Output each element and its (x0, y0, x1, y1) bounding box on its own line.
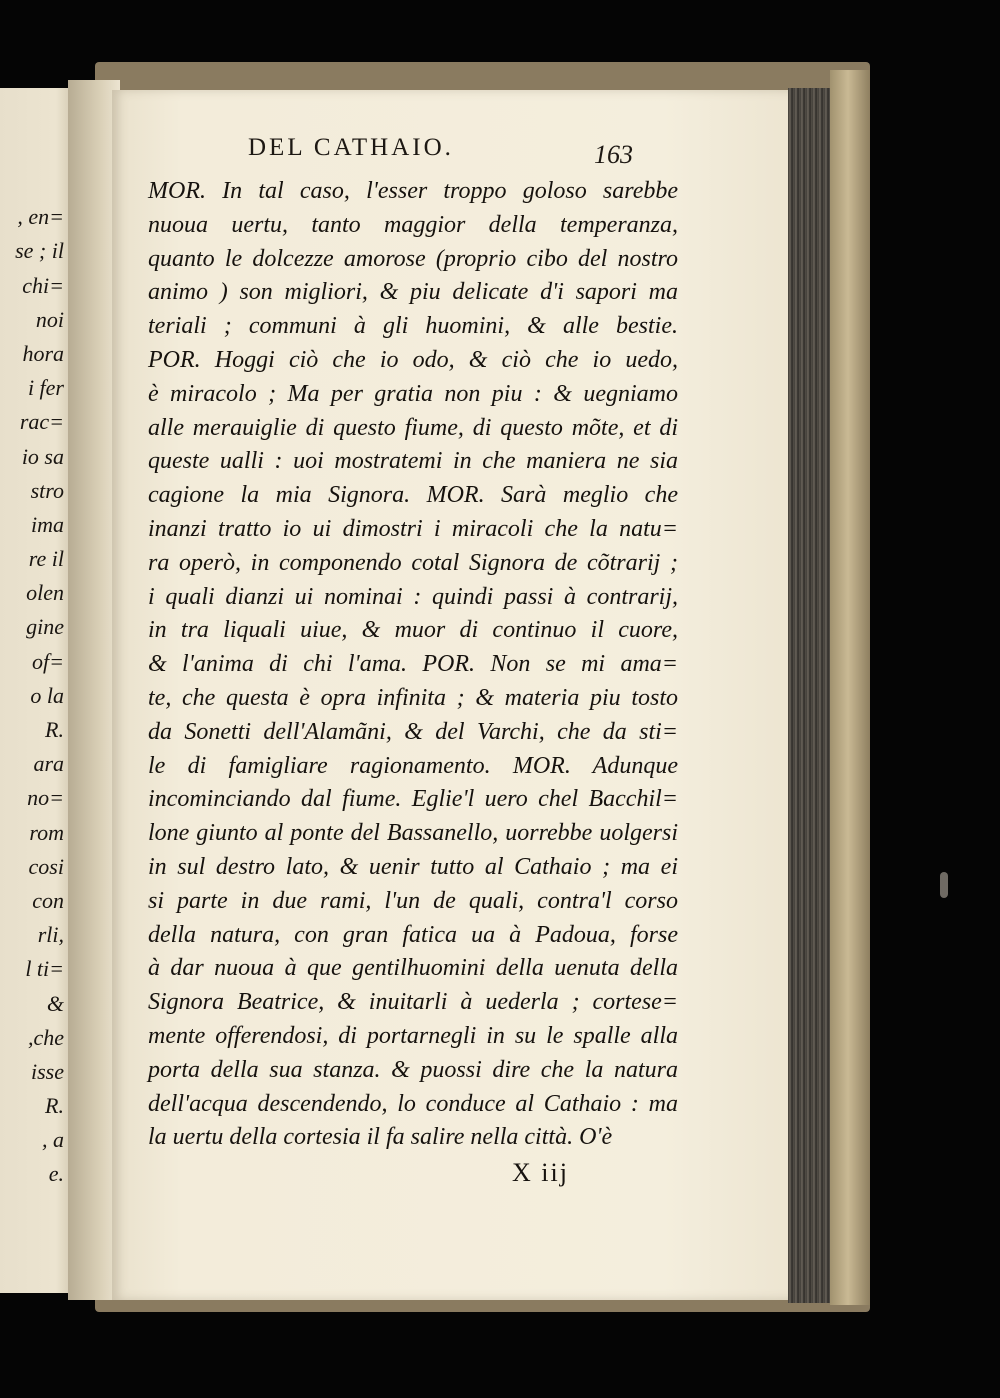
text-line: te, che questa è opra infinita ; & materia piu tosto (148, 684, 678, 711)
text-line: è miracolo ; Ma per gratia non piu : & uegniamo (148, 380, 678, 407)
left-page-line: se ; il (15, 238, 64, 264)
text-line: in sul destro lato, & uenir tutto al Cathaio ; ma ei (148, 853, 678, 880)
text-line: si parte in due rami, l'un de quali, contra'l corso (148, 887, 678, 914)
text-line: quanto le dolcezze amorose (proprio cibo del nostro (148, 245, 678, 272)
left-page-line: of= (32, 648, 64, 674)
text-line: alle merauiglie di questo fiume, di questo mõte, et di (148, 414, 678, 441)
left-page-line: gine (26, 614, 64, 640)
text-line: mente offerendosi, di portarnegli in su le spalle alla (148, 1022, 678, 1049)
left-page-line: cosi (28, 853, 64, 879)
left-page-line: rac= (19, 409, 64, 435)
text-line: in tra liquali uiue, & muor di continuo il cuore, (148, 617, 678, 644)
text-line: animo ) son migliori, & piu delicate d'i sapori ma (148, 279, 678, 306)
left-page-line: olen (26, 580, 64, 606)
left-page-line: con (32, 887, 64, 913)
left-page-line: chi= (22, 272, 64, 298)
text-line: nuoua uertu, tanto maggior della temperanza, (148, 211, 678, 238)
left-page-line: noi (35, 306, 64, 332)
left-page-line: hora (22, 340, 64, 366)
left-page-line: re il (28, 546, 64, 572)
text-line: ra operò, in componendo cotal Signora de cõtrarij ; (148, 549, 678, 576)
text-line: queste ualli : uoi mostratemi in che maniera ne sia (148, 448, 678, 475)
text-line: cagione la mia Signora. MOR. Sarà meglio che (148, 482, 678, 509)
left-page-line: R. (45, 1093, 64, 1119)
body-text (148, 175, 678, 1155)
page-number: 163 (594, 140, 633, 169)
signature-mark: X iij (512, 1158, 569, 1187)
text-line: POR. Hoggi ciò che io odo, & ciò che io uedo, (148, 346, 678, 373)
text-line: & l'anima di chi l'ama. POR. Non se mi ama= (148, 651, 678, 678)
left-page-line: ima (31, 511, 64, 537)
left-page-line: io sa (21, 443, 64, 469)
left-page-text (0, 166, 64, 1192)
left-page-line: l ti= (25, 956, 64, 982)
text-line: da Sonetti dell'Alamãni, & del Varchi, che da sti= (148, 718, 678, 745)
left-page-line: & (46, 990, 64, 1016)
left-page-line: , a (42, 1127, 64, 1153)
left-page-line: i fer (27, 375, 64, 401)
text-line: teriali ; communi à gli huomini, & alle bestie. (148, 313, 678, 340)
text-line: le di famigliare ragionamento. MOR. Adunque (148, 752, 678, 779)
left-page-line: rli, (37, 922, 64, 948)
cover-edge (830, 70, 870, 1305)
text-line: porta della sua stanza. & puossi dire che la natura (148, 1056, 678, 1083)
text-line: MOR. In tal caso, l'esser troppo goloso sarebbe (148, 178, 678, 204)
left-page-line: o la (30, 682, 64, 708)
text-line: inanzi tratto io ui dimostri i miracoli che la natu= (148, 515, 678, 542)
text-line: Signora Beatrice, & inuitarli à uederla ; cortese= (148, 989, 678, 1016)
text-line: lone giunto al ponte del Bassanello, uorrebbe uolgersi (148, 820, 678, 847)
text-line: à dar nuoua à que gentilhuomini della uenuta della (148, 955, 678, 982)
left-page-line: isse (31, 1058, 64, 1084)
left-page-line: no= (27, 785, 64, 811)
left-page-line: rom (29, 819, 64, 845)
left-page-line: ara (33, 751, 64, 777)
text-line: dell'acqua descendendo, lo conduce al Cathaio : ma (148, 1090, 678, 1117)
background-speck (940, 872, 948, 898)
left-page-line: ,che (27, 1024, 64, 1050)
left-page-line (0, 166, 64, 200)
running-head: DEL CATHAIO. (248, 134, 454, 161)
left-page-line: e. (48, 1161, 64, 1187)
text-line: la uertu della cortesia il fa salire nella città. O'è (148, 1124, 613, 1151)
left-page-line: R. (45, 717, 64, 742)
text-line: della natura, con gran fatica ua à Padoua, forse (148, 921, 678, 948)
left-page-line: stro (30, 477, 64, 503)
text-line: incominciando dal fiume. Eglie'l uero chel Bacchil= (148, 786, 678, 813)
text-line: i quali dianzi ui nominai : quindi passi à contrarij, (148, 583, 678, 610)
left-page-line: , en= (17, 204, 64, 230)
